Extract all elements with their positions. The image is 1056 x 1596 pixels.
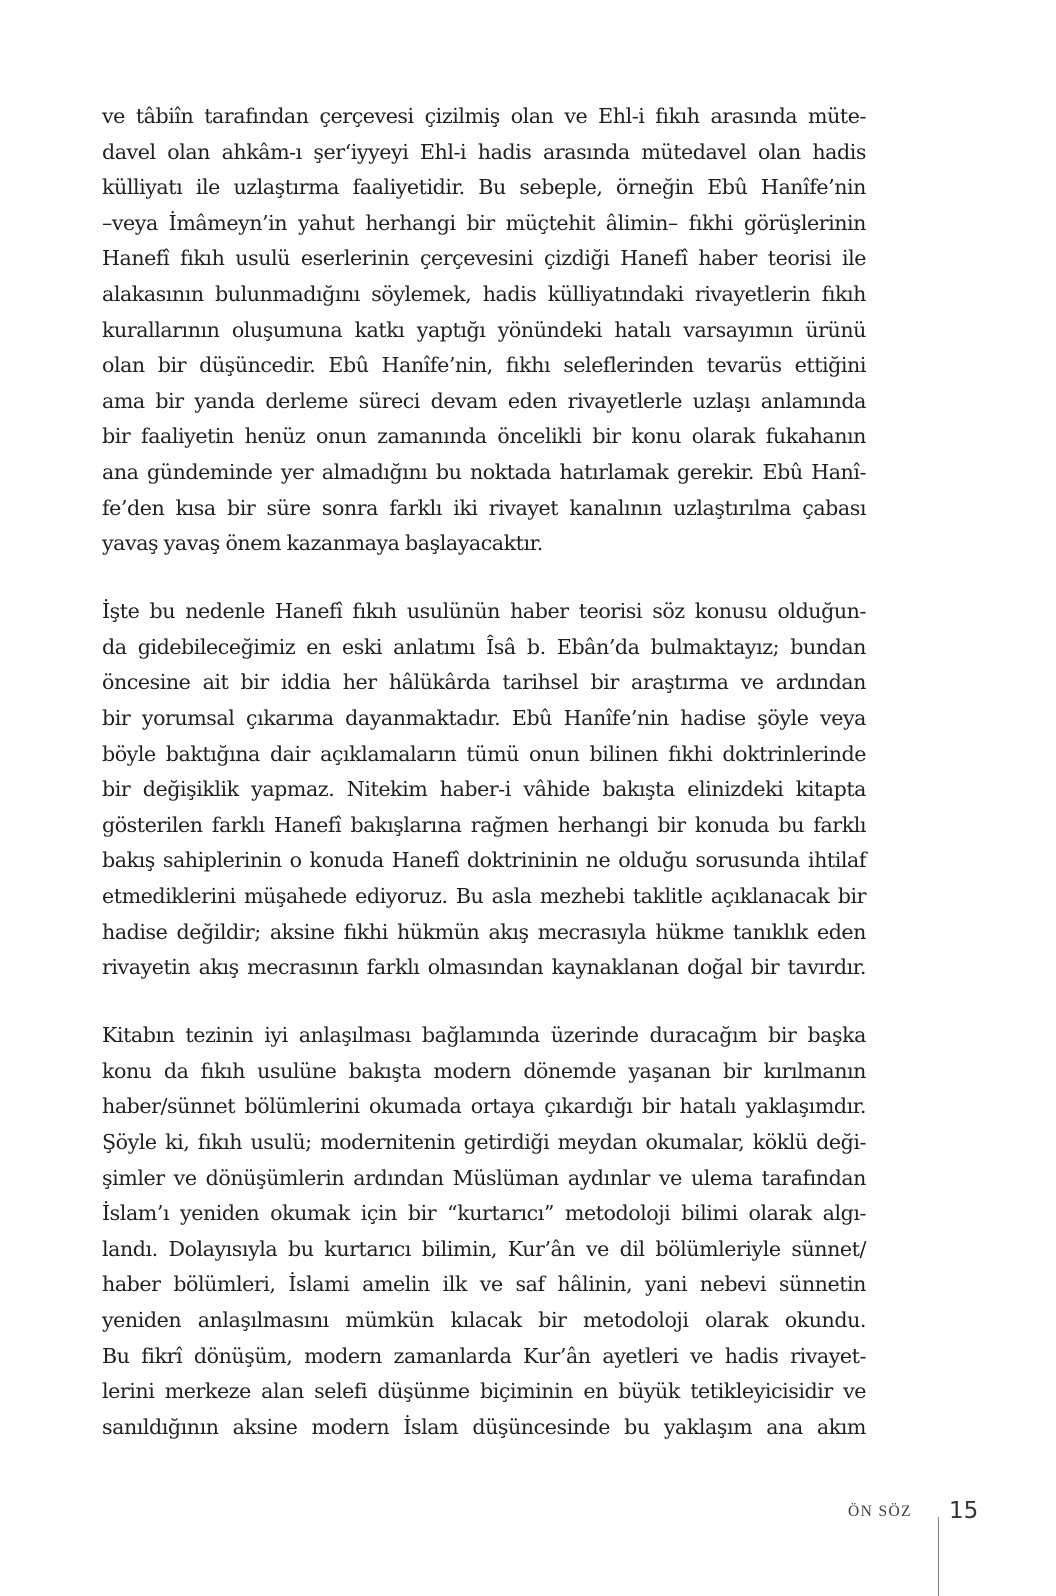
footer-divider (938, 1517, 939, 1596)
paragraph-2 (102, 594, 866, 986)
text-line: ana gündeminde yer almadığını bu noktada hatırlamak gerekir. Ebû Hanî- (102, 459, 866, 484)
page-number: 15 (949, 1498, 979, 1524)
text-line: fe’den kısa bir süre sonra farklı iki rivayet kanalının uzlaştırılma çabası (102, 495, 866, 520)
text-line: etmediklerini müşahede ediyoruz. Bu asla mezhebi taklitle açıklanacak bir (102, 883, 866, 908)
text-line: Şöyle ki, fıkıh usulü; modernitenin getirdiği meydan okumalar, köklü deği- (102, 1130, 866, 1155)
text-line: alakasının bulunmadığını söylemek, hadis külliyatındaki rivayetlerin fıkıh (102, 281, 866, 306)
text-line: öncesine ait bir iddia her hâlükârda tarihsel bir araştırma ve ardından (102, 670, 866, 695)
text-line: rivayetin akış mecrasının farklı olmasından kaynaklanan doğal bir tavırdır. (102, 955, 866, 980)
paragraph-1 (102, 99, 866, 562)
text-line: sanıldığının aksine modern İslam düşüncesinde bu yaklaşım ana akım (102, 1414, 866, 1439)
text-line: konu da fıkıh usulüne bakışta modern dönemde yaşanan bir kırılmanın (102, 1058, 866, 1083)
text-line: lerini merkeze alan selefi düşünme biçiminin en büyük tetikleyicisidir ve (102, 1379, 866, 1404)
text-line: böyle baktığına dair açıklamaların tümü onun bilinen fıkhi doktrinlerinde (102, 741, 866, 766)
text-line: bir değişiklik yapmaz. Nitekim haber-i vâhide bakışta elinizdeki kitapta (102, 777, 866, 802)
text-line: İşte bu nedenle Hanefî fıkıh usulünün haber teorisi söz konusu olduğun- (102, 599, 866, 624)
text-line: Kitabın tezinin iyi anlaşılması bağlamında üzerinde duracağım bir başka (102, 1023, 866, 1048)
text-line: ama bir yanda derleme süreci devam eden rivayetlerle uzlaşı anlamında (102, 388, 866, 413)
running-footer-section-label: ÖN SÖZ (848, 1503, 912, 1520)
text-line: hadise değildir; aksine fıkhi hükmün akış mecrasıyla hükme tanıklık eden (102, 919, 866, 944)
text-line: davel olan ahkâm-ı şer‘iyyeyi Ehl-i hadis arasında mütedavel olan hadis (102, 139, 866, 164)
text-line: yeniden anlaşılmasını mümkün kılacak bir metodoloji olarak okundu. (102, 1308, 866, 1332)
body-text (102, 99, 866, 1445)
paragraph-3 (102, 1018, 866, 1445)
text-line: olan bir düşüncedir. Ebû Hanîfe’nin, fıkhı seleflerinden tevarüs ettiğini (102, 353, 866, 378)
text-line: ve tâbiîn tarafından çerçevesi çizilmiş olan ve Ehl-i fıkıh arasında müte- (102, 104, 866, 128)
text-line: külliyatı ile uzlaştırma faaliyetidir. Bu sebeple, örneğin Ebû Hanîfe’nin (102, 175, 866, 200)
text-line: Bu fikrî dönüşüm, modern zamanlarda Kur’ân ayetleri ve hadis rivayet- (102, 1343, 866, 1368)
text-line: –veya İmâmeyn’in yahut herhangi bir müçtehit âlimin– fıkhi görüşlerinin (102, 210, 866, 235)
text-line: da gidebileceğimiz en eski anlatımı Îsâ b. Ebân’da bulmaktayız; bundan (102, 634, 866, 659)
text-line: kurallarının oluşumuna katkı yaptığı yönündeki hatalı varsayımın ürünü (102, 317, 866, 342)
text-line: yavaş yavaş önem kazanmaya başlayacaktır. (102, 531, 543, 556)
text-line: haber/sünnet bölümlerini okumada ortaya çıkardığı bir hatalı yaklaşımdır. (102, 1094, 866, 1119)
text-line: bir yorumsal çıkarıma dayanmaktadır. Ebû Hanîfe’nin hadise şöyle veya (102, 706, 866, 730)
text-line: Hanefî fıkıh usulü eserlerinin çerçevesini çizdiği Hanefî haber teorisi ile (102, 246, 866, 271)
text-line: landı. Dolayısıyla bu kurtarıcı bilimin, Kur’ân ve dil bölümleriyle sünnet/ (102, 1236, 866, 1261)
text-line: bakış sahiplerinin o konuda Hanefî doktrininin ne olduğu sorusunda ihtilaf (102, 848, 866, 873)
text-line: bir faaliyetin henüz onun zamanında öncelikli bir konu olarak fukahanın (102, 424, 866, 449)
text-line: şimler ve dönüşümlerin ardından Müslüman aydınlar ve ulema tarafından (102, 1165, 866, 1190)
text-line: İslam’ı yeniden okumak için bir “kurtarıcı” metodoloji bilimi olarak algı- (102, 1201, 866, 1226)
text-line: haber bölümleri, İslami amelin ilk ve saf hâlinin, yani nebevi sünnetin (102, 1272, 866, 1297)
text-line: gösterilen farklı Hanefî bakışlarına rağmen herhangi bir konuda bu farklı (102, 812, 866, 837)
